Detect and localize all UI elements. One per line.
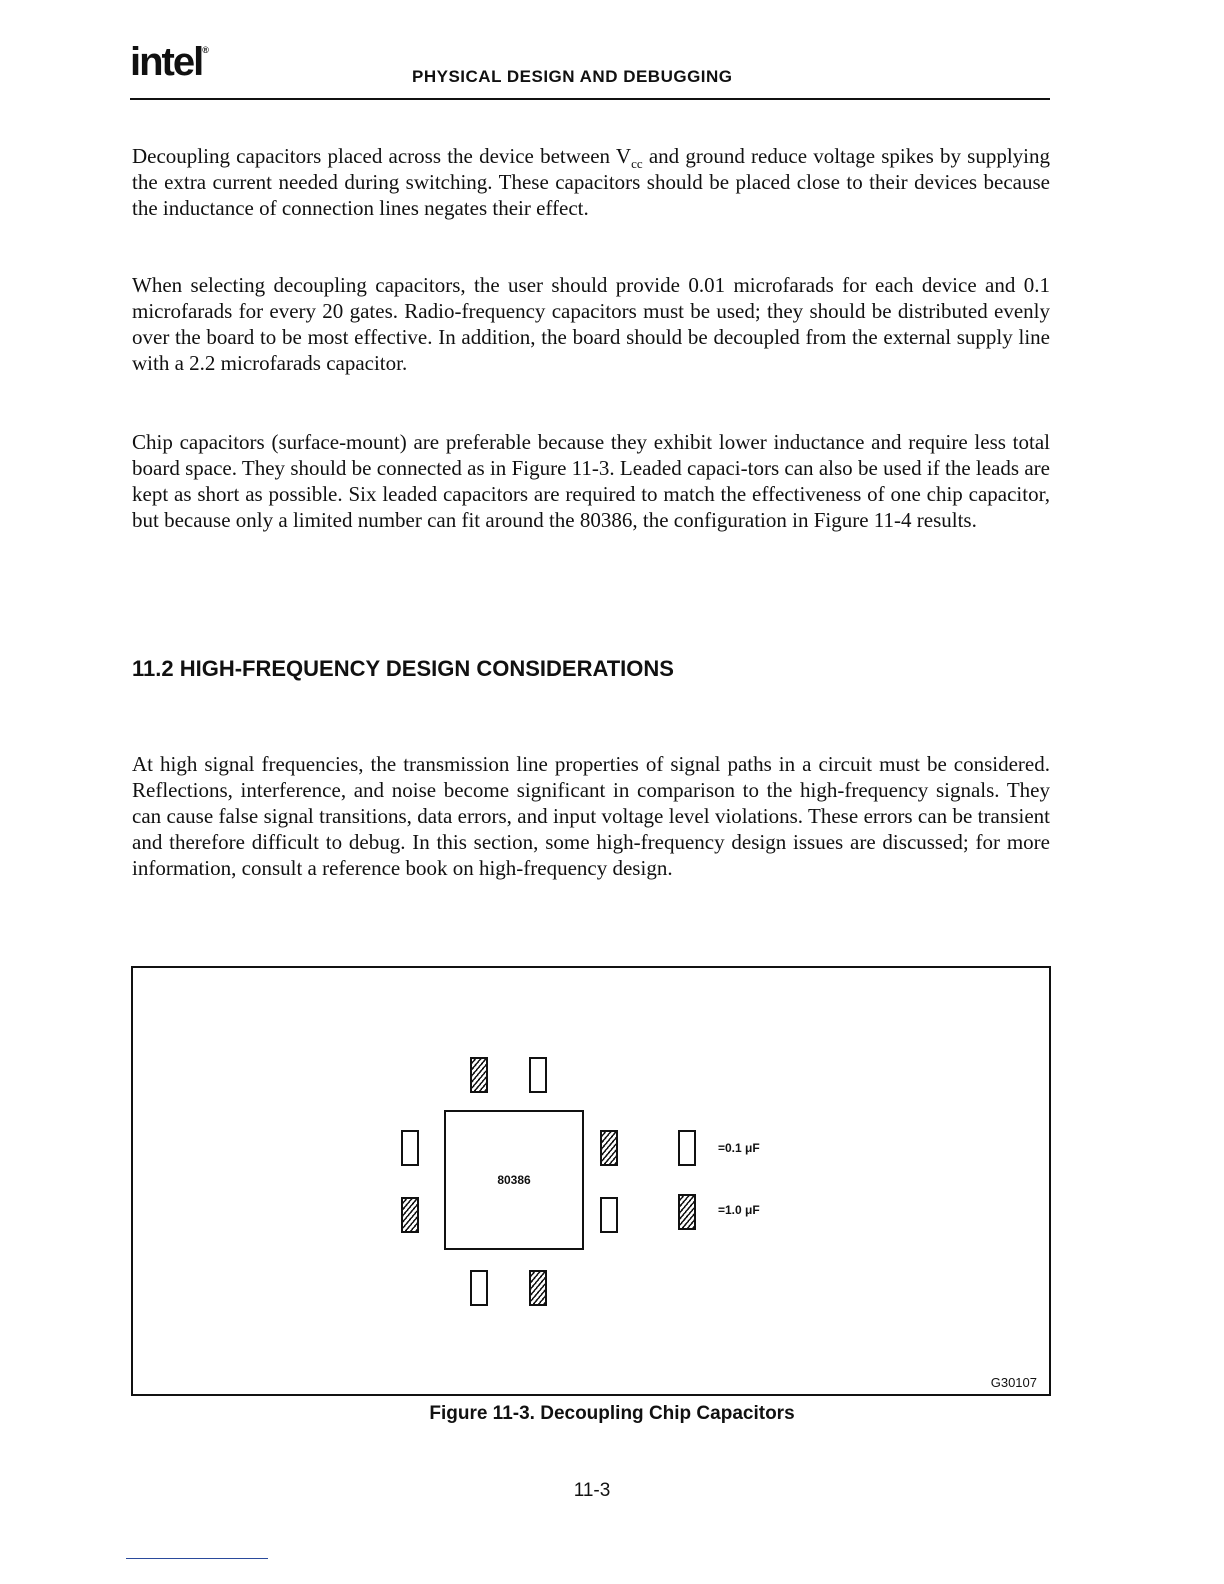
capacitor-left-1uf [401, 1197, 419, 1233]
capacitor-bottom-1uf [529, 1270, 547, 1306]
capacitor-bottom-01uf [470, 1270, 488, 1306]
paragraph-high-frequency: At high signal frequencies, the transmission line properties of signal paths in a circuit must be considered. Reflections, interference, and noise become significant in comparison to the high-frequency signals. They can cause false signal transitions, data errors, and input voltage level violations. These errors can be transient and therefore difficult to debug. In this section, some high-frequency design issues are discussed; for more information, consult a reference book on high-frequency design. [132, 752, 1050, 880]
chip-label: 80386 [497, 1173, 531, 1187]
figure-id: G30107 [990, 1375, 1037, 1390]
intel-logo: intel® [130, 40, 209, 84]
header-rule [130, 98, 1050, 100]
registered-mark: ® [202, 45, 209, 55]
paragraph-chip-capacitors: Chip capacitors (surface-mount) are preferable because they exhibit lower inductance and require less total board space. They should be connected as in Figure 11-3. Leaded capaci-tors can also be used if the leads are kept as short as possible. Six leaded capacitors are required to match the effectiveness of one chip capacitor, but because only a limited number can fit around the 80386, the configuration in Figure 11-4 results. [132, 430, 1050, 532]
paragraph-capacitor-selection: When selecting decoupling capacitors, the user should provide 0.01 microfarads for each device and 0.1 microfarads for every 20 gates. Radio-frequency capacitors must be used; they should be distributed evenly over the board to be most effective. In addition, the board should be decoupled from the external supply line with a 2.2 microfarads capacitor. [132, 273, 1050, 375]
capacitor-top-1uf [470, 1057, 488, 1093]
figure-caption: Figure 11-3. Decoupling Chip Capacitors [429, 1403, 795, 1424]
section-heading: 11.2 HIGH-FREQUENCY DESIGN CONSIDERATIONS [132, 656, 674, 681]
cpu-80386-chip [444, 1110, 584, 1250]
legend-hatched-label: =1.0 μF [718, 1203, 760, 1217]
legend-open-label: =0.1 μF [718, 1141, 760, 1155]
capacitor-right-01uf [600, 1197, 618, 1233]
paragraph-decoupling-intro: Decoupling capacitors placed across the device between $V_{cc}$ and ground reduce voltage spikes by supplying the extra current needed during switching. These capacitors should be placed close to their devices because the inductance of connection lines negates their effect. [132, 144, 1051, 220]
running-head: PHYSICAL DESIGN AND DEBUGGING [412, 67, 733, 86]
footer-rule [126, 1558, 268, 1559]
capacitor-right-1uf [600, 1130, 618, 1166]
legend-open-capacitor-icon [678, 1130, 696, 1166]
capacitor-left-01uf [401, 1130, 419, 1166]
capacitor-top-01uf [529, 1057, 547, 1093]
figure-decoupling-diagram [131, 966, 1051, 1396]
page-number: 11-3 [573, 1480, 611, 1501]
legend-hatched-capacitor-icon [678, 1194, 696, 1230]
vcc-subscript: cc [631, 156, 643, 172]
